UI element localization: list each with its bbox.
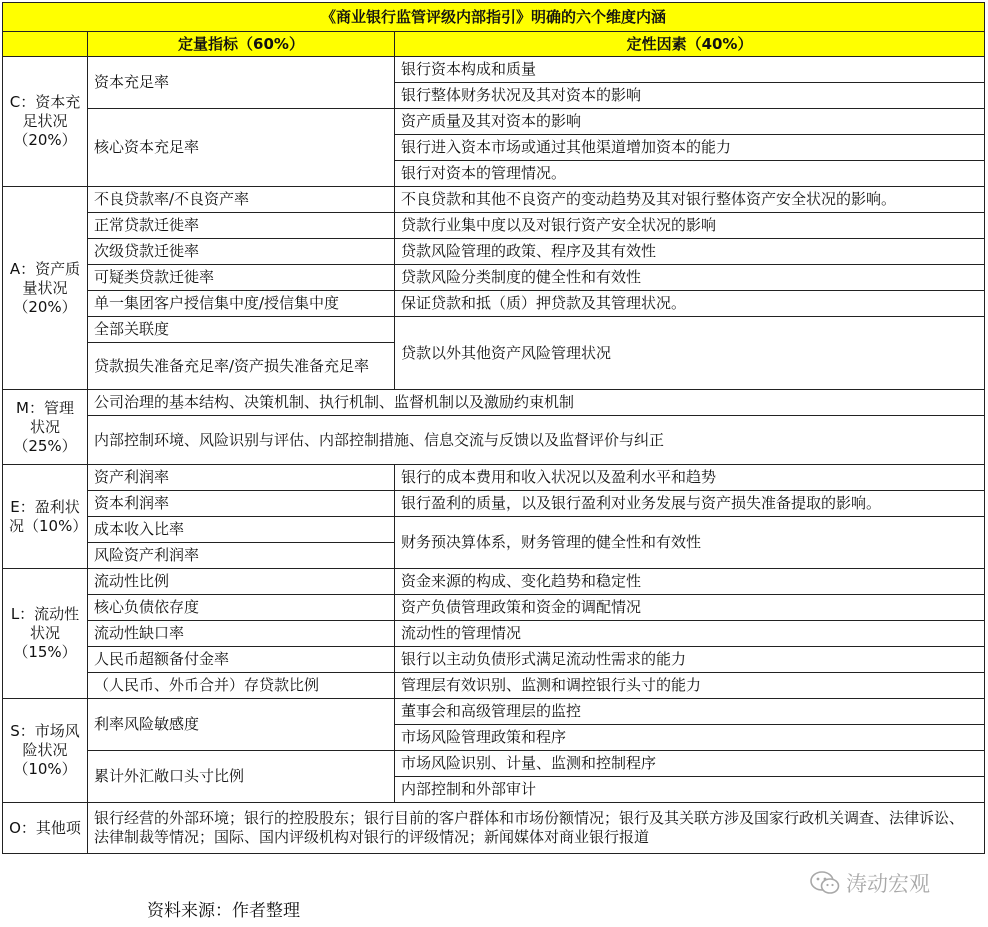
- merged-cell: 内部控制环境、风险识别与评估、内部控制措施、信息交流与反馈以及监督评价与纠正: [88, 416, 985, 465]
- qual-cell: 银行盈利的质量，以及银行盈利对业务发展与资产损失准备提取的影响。: [395, 491, 985, 517]
- dim-liquidity: L：流动性状况（15%）: [3, 569, 88, 699]
- quant-cell: 人民币超额备付金率: [88, 647, 395, 673]
- qual-cell: 银行资本构成和质量: [395, 57, 985, 83]
- qual-cell: 贷款以外其他资产风险管理状况: [395, 317, 985, 390]
- dim-capital: C：资本充足状况（20%）: [3, 57, 88, 187]
- qual-cell: 银行整体财务状况及其对资本的影响: [395, 83, 985, 109]
- quant-cell: 单一集团客户授信集中度/授信集中度: [88, 291, 395, 317]
- dim-asset-quality: A：资产质量状况（20%）: [3, 187, 88, 390]
- quant-cell: 核心负债依存度: [88, 595, 395, 621]
- dim-other: O：其他项: [3, 803, 88, 854]
- dim-management: M：管理状况（25%）: [3, 390, 88, 465]
- header-quant: 定量指标（60%）: [88, 32, 395, 57]
- quant-cell: 全部关联度: [88, 317, 395, 343]
- wechat-icon: [810, 870, 840, 896]
- quant-cell: 正常贷款迁徙率: [88, 213, 395, 239]
- quant-cell: 流动性比例: [88, 569, 395, 595]
- quant-cell: 可疑类贷款迁徙率: [88, 265, 395, 291]
- quant-cell: 利率风险敏感度: [88, 699, 395, 751]
- qual-cell: 财务预决算体系，财务管理的健全性和有效性: [395, 517, 985, 569]
- dim-market-risk: S：市场风险状况（10%）: [3, 699, 88, 803]
- qual-cell: 保证贷款和抵（质）押贷款及其管理状况。: [395, 291, 985, 317]
- qual-cell: 银行对资本的管理情况。: [395, 161, 985, 187]
- quant-cell: 风险资产利润率: [88, 543, 395, 569]
- watermark-text: 涛动宏观: [846, 872, 930, 896]
- table-title: 《商业银行监管评级内部指引》明确的六个维度内涵: [3, 3, 985, 32]
- qual-cell: 贷款行业集中度以及对银行资产安全状况的影响: [395, 213, 985, 239]
- qual-cell: 市场风险识别、计量、监测和控制程序: [395, 751, 985, 777]
- header-blank: [3, 32, 88, 57]
- source-note: 资料来源：作者整理: [147, 901, 300, 921]
- qual-cell: 内部控制和外部审计: [395, 777, 985, 803]
- qual-cell: 银行以主动负债形式满足流动性需求的能力: [395, 647, 985, 673]
- merged-cell: 公司治理的基本结构、决策机制、执行机制、监督机制以及激励约束机制: [88, 390, 985, 416]
- quant-cell: 次级贷款迁徙率: [88, 239, 395, 265]
- quant-cell: 资本利润率: [88, 491, 395, 517]
- qual-cell: 贷款风险分类制度的健全性和有效性: [395, 265, 985, 291]
- qual-cell: 市场风险管理政策和程序: [395, 725, 985, 751]
- quant-cell: 流动性缺口率: [88, 621, 395, 647]
- qual-cell: 贷款风险管理的政策、程序及其有效性: [395, 239, 985, 265]
- qual-cell: 银行进入资本市场或通过其他渠道增加资本的能力: [395, 135, 985, 161]
- watermark: [810, 868, 930, 898]
- quant-cell: 累计外汇敞口头寸比例: [88, 751, 395, 803]
- evaluation-table: [2, 2, 985, 854]
- qual-cell: 银行的成本费用和收入状况以及盈利水平和趋势: [395, 465, 985, 491]
- qual-cell: 流动性的管理情况: [395, 621, 985, 647]
- quant-cell: 资本充足率: [88, 57, 395, 109]
- merged-cell: 银行经营的外部环境；银行的控股股东；银行目前的客户群体和市场份额情况；银行及其关联方涉及国家行政机关调查、法律诉讼、法律制裁等情况；国际、国内评级机构对银行的评级情况；新闻媒体对商业银行报道: [88, 803, 985, 854]
- qual-cell: 资产质量及其对资本的影响: [395, 109, 985, 135]
- quant-cell: 核心资本充足率: [88, 109, 395, 187]
- qual-cell: 董事会和高级管理层的监控: [395, 699, 985, 725]
- qual-cell: 资金来源的构成、变化趋势和稳定性: [395, 569, 985, 595]
- quant-cell: 贷款损失准备充足率/资产损失准备充足率: [88, 343, 395, 390]
- quant-cell: 不良贷款率/不良资产率: [88, 187, 395, 213]
- quant-cell: 成本收入比率: [88, 517, 395, 543]
- quant-cell: 资产利润率: [88, 465, 395, 491]
- qual-cell: 不良贷款和其他不良资产的变动趋势及其对银行整体资产安全状况的影响。: [395, 187, 985, 213]
- quant-cell: （人民币、外币合并）存贷款比例: [88, 673, 395, 699]
- qual-cell: 资产负债管理政策和资金的调配情况: [395, 595, 985, 621]
- qual-cell: 管理层有效识别、监测和调控银行头寸的能力: [395, 673, 985, 699]
- dim-earnings: E：盈利状况（10%）: [3, 465, 88, 569]
- header-qual: 定性因素（40%）: [395, 32, 985, 57]
